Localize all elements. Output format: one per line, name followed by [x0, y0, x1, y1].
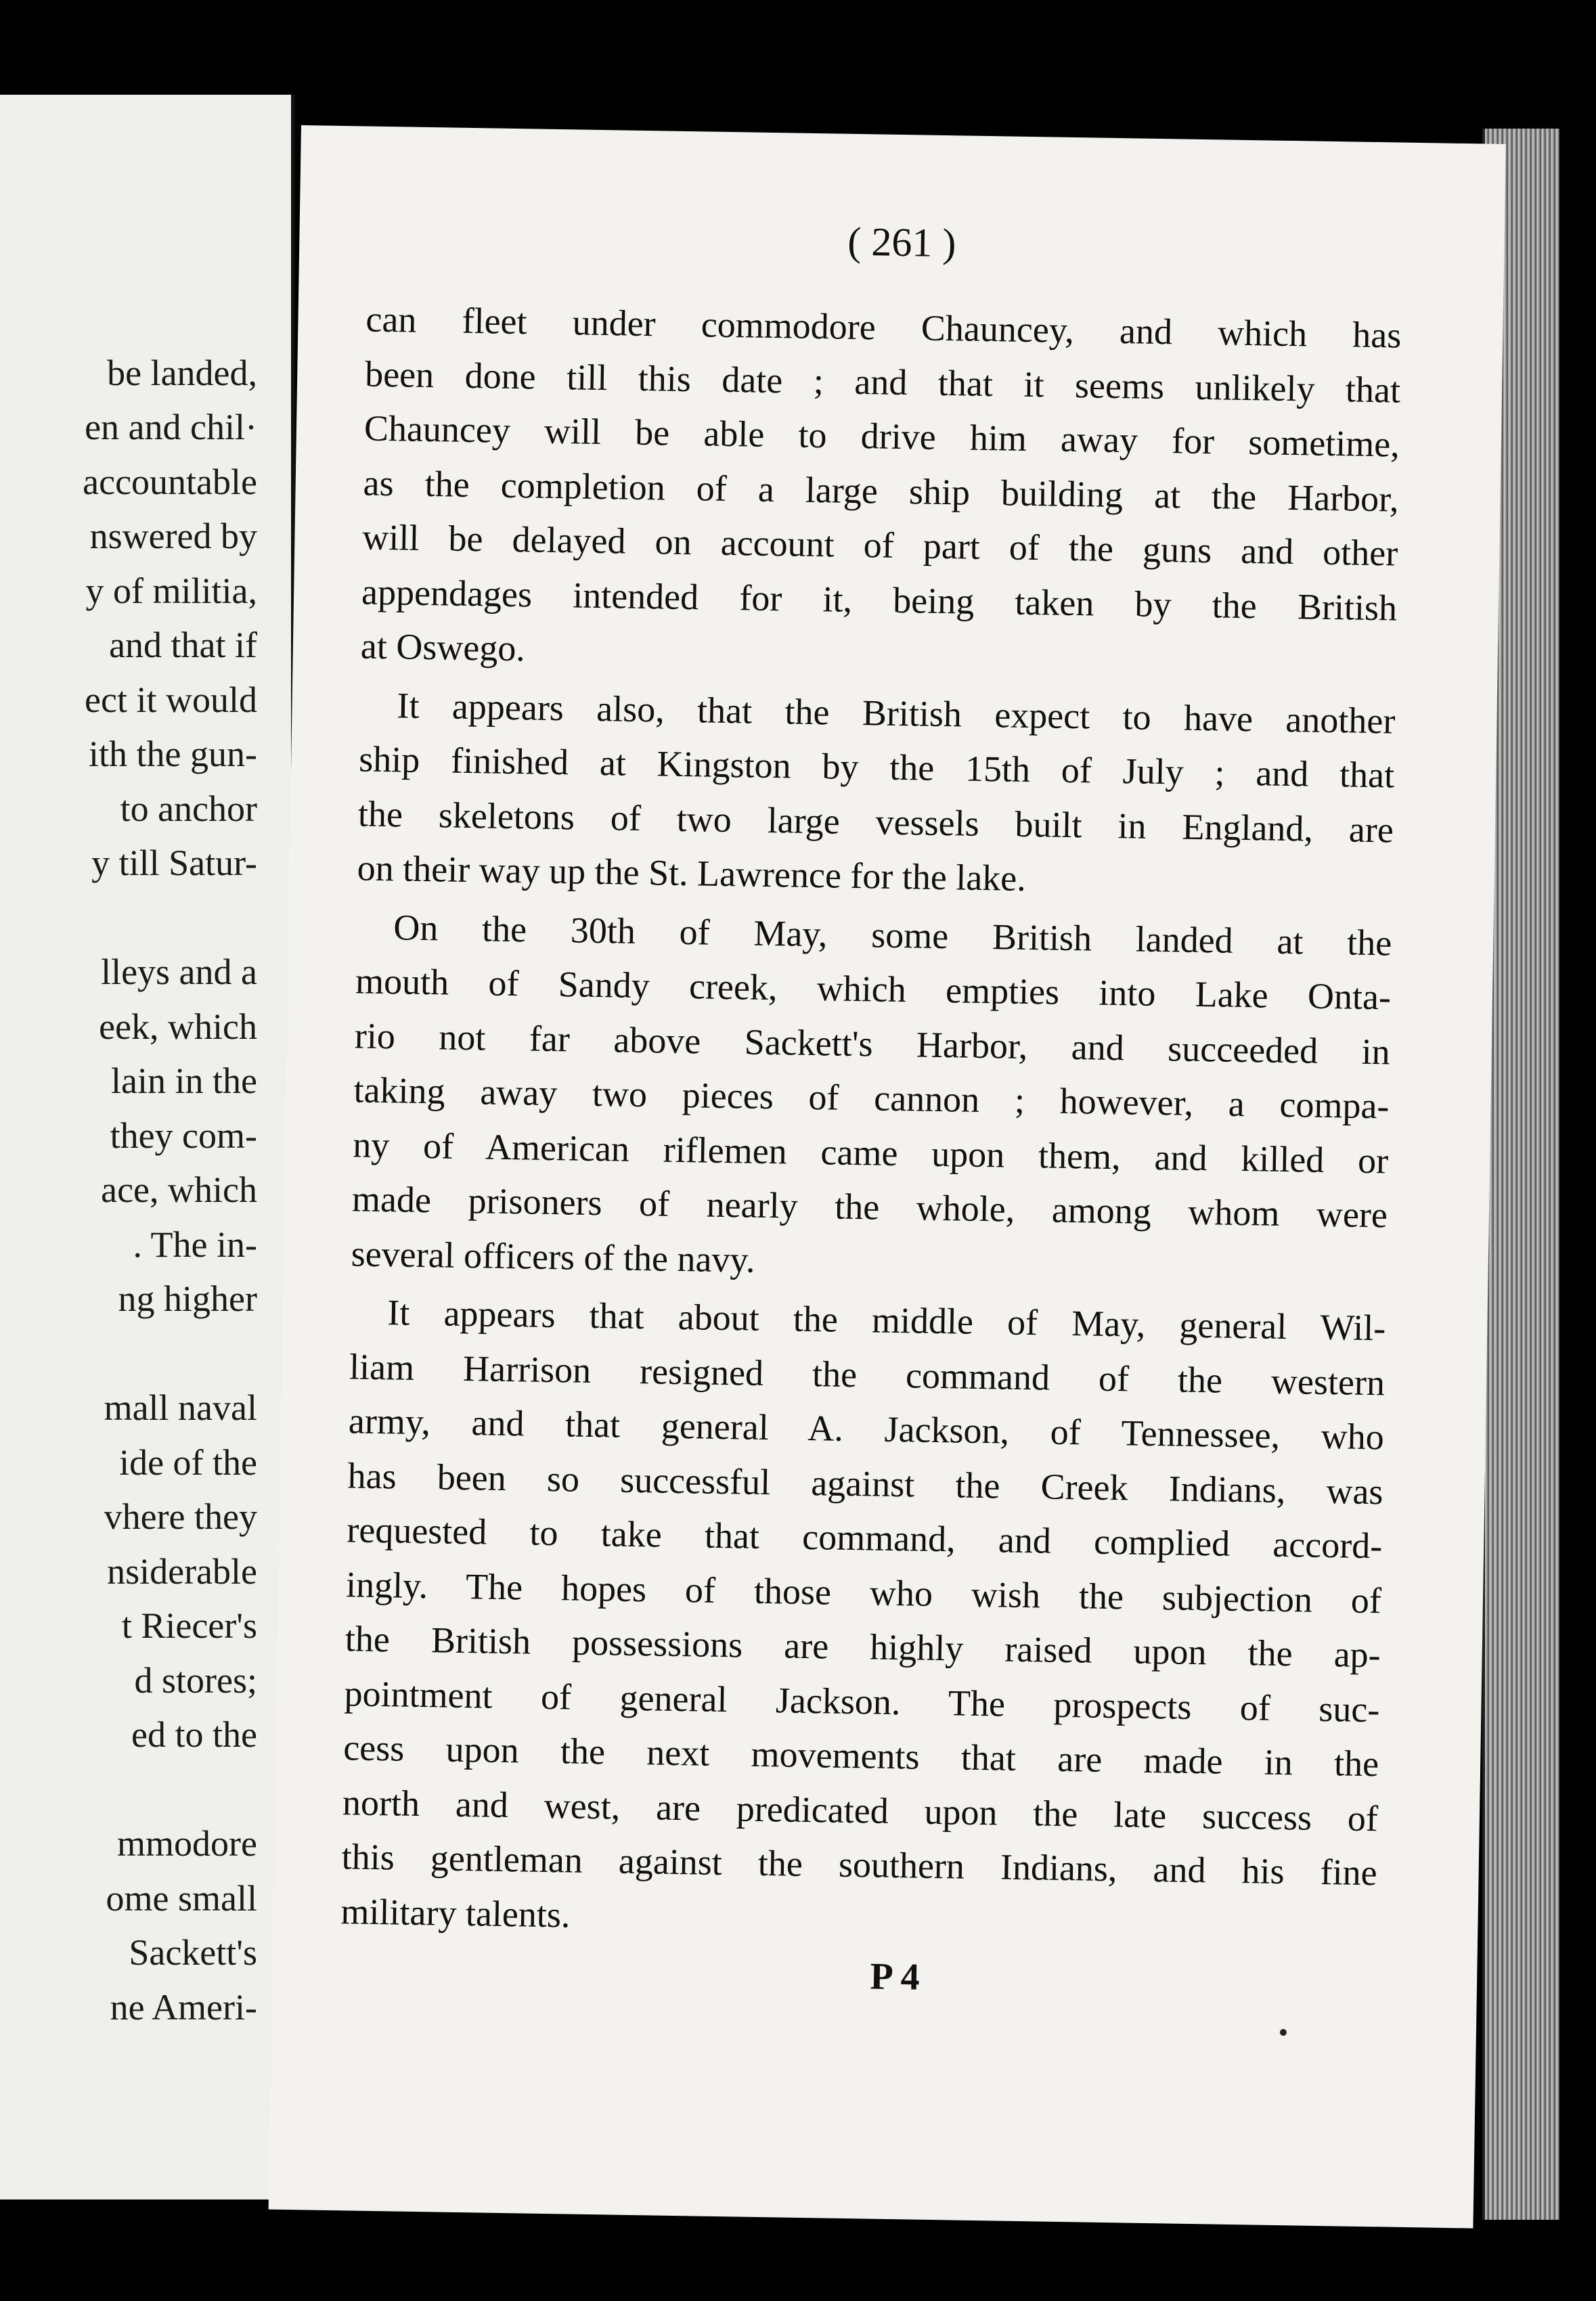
text-line: appendages intended for it, being taken by the British [361, 571, 1398, 629]
page-number: ( 261 ) [847, 219, 956, 266]
text-line: It appears also, that the British expect to have another [397, 684, 1396, 741]
text-line: has been so successful against the Creek Indians, was [347, 1454, 1383, 1512]
left-line: vhere they [104, 1496, 257, 1537]
left-line: ace, which [101, 1169, 257, 1210]
left-line: ng higher [118, 1278, 257, 1319]
left-line: lleys and a [101, 952, 257, 992]
left-line: d stores; [134, 1659, 257, 1701]
left-line: be landed, [107, 352, 257, 393]
text-line: ship finished at Kingston by the 15th of July ; and that [358, 738, 1395, 796]
left-line: Sackett's [129, 1932, 257, 1973]
text-line: It appears that about the middle of May, general Wil- [386, 1292, 1386, 1349]
text-line: this gentleman against the southern Indians, and his fine [341, 1836, 1378, 1894]
ink-speck [1280, 2029, 1287, 2036]
text-line: ingly. The hopes of those who wish the subjection of [345, 1563, 1382, 1621]
left-line: mall naval [104, 1387, 257, 1428]
text-line: requested to take that command, and complied accord- [346, 1509, 1383, 1567]
text-line: at Oswego. [360, 625, 526, 669]
text-line: cess upon the next movements that are made in the [342, 1727, 1379, 1785]
text-line: taking away two pieces of cannon ; however, a compa- [353, 1069, 1390, 1127]
text-line: as the completion of a large ship building at the Harbor, [363, 462, 1400, 520]
text-line: ny of American riflemen came upon them, and killed or [352, 1123, 1389, 1181]
text-line: north and west, are predicated upon the late success of [342, 1781, 1379, 1839]
text-line: been done till this date ; and that it seems unlikely that [364, 353, 1401, 411]
left-line: . The in- [133, 1224, 257, 1265]
left-line: to anchor [120, 788, 257, 829]
left-line: accountable [83, 461, 257, 502]
text-line: Chauncey will be able to drive him away for sometime, [363, 407, 1400, 465]
left-line: y till Satur- [91, 843, 257, 883]
left-line: ith the gun- [89, 734, 257, 774]
left-line: nswered by [89, 516, 257, 556]
text-line: On the 30th of May, some British landed at the [393, 906, 1392, 963]
left-line: nsiderable [107, 1550, 257, 1592]
left-line: y of militia, [85, 570, 257, 611]
text-line: army, and that general A. Jackson, of Tennessee, who [348, 1400, 1385, 1458]
left-line: ed to the [131, 1714, 257, 1755]
paragraph [351, 899, 1392, 1297]
text-line: made prisoners of nearly the whole, among whom were [351, 1178, 1388, 1236]
left-line: lain in the [111, 1060, 257, 1101]
left-line: ne Ameri- [110, 1986, 257, 2028]
text-line: on their way up the St. Lawrence for the lake. [357, 847, 1027, 899]
text-line: liam Harrison resigned the command of the western [349, 1345, 1386, 1403]
text-line: rio not far above Sackett's Harbor, and succeeded in [354, 1014, 1391, 1072]
left-line: en and chil· [85, 407, 257, 447]
text-line: the British possessions are highly raised upon the ap- [345, 1618, 1381, 1676]
left-line: ide of the [119, 1442, 257, 1483]
left-line: ome small [106, 1877, 257, 1919]
left-line: t Riecer's [121, 1605, 257, 1646]
paragraph [340, 1284, 1386, 1954]
text-line: pointment of general Jackson. The prospects of suc- [344, 1672, 1380, 1730]
body-text [340, 292, 1402, 1955]
text-line: can fleet under commodore Chauncey, and which has [365, 298, 1402, 356]
text-line: will be delayed on account of part of the guns and other [361, 516, 1398, 574]
paragraph [360, 292, 1402, 690]
text-line: military talents. [340, 1890, 571, 1936]
right-page [269, 125, 1506, 2229]
left-page-fragment [0, 95, 295, 2199]
left-line: and that if [109, 625, 257, 665]
left-line: ect it would [85, 679, 257, 720]
text-line: mouth of Sandy creek, which empties into Lake Onta- [355, 960, 1392, 1018]
text-line: the skeletons of two large vessels built in England, are [357, 792, 1394, 850]
left-line: mmodore [117, 1823, 257, 1864]
paragraph [357, 677, 1396, 912]
left-line: eek, which [99, 1006, 257, 1047]
left-page-text [52, 291, 257, 2089]
signature-mark: P 4 [870, 1955, 921, 1998]
left-line: they com- [110, 1115, 257, 1156]
text-line: several officers of the navy. [351, 1232, 755, 1280]
